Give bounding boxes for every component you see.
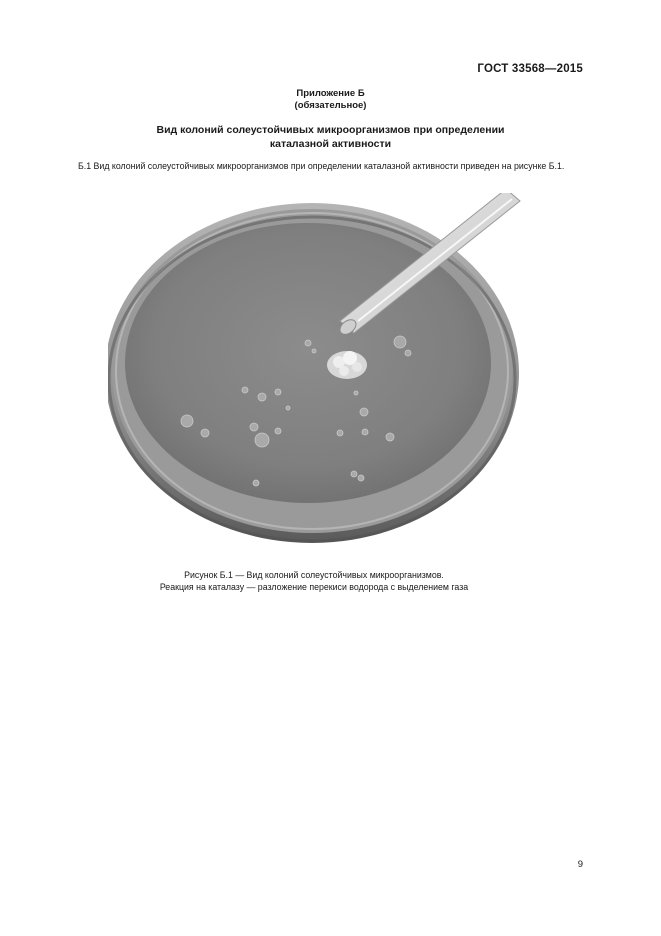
foam-colony — [327, 351, 367, 379]
colony — [358, 475, 364, 481]
petri-dish-illustration — [108, 193, 524, 561]
page-number: 9 — [577, 859, 583, 870]
colony — [275, 428, 281, 434]
colony — [305, 340, 311, 346]
annex-title — [0, 124, 661, 151]
colony — [275, 389, 281, 395]
colony — [312, 349, 316, 353]
annex-status: (обязательное) — [294, 100, 367, 111]
colony — [386, 433, 394, 441]
foam-bubble — [339, 366, 349, 376]
annex-title-line1: Вид колоний солеустойчивых микроорганизмов при определении — [156, 124, 505, 136]
figure-caption-line1: Рисунок Б.1 — Вид колоний солеустойчивых микроорганизмов. — [184, 570, 444, 580]
body-paragraph: Б.1 Вид колоний солеустойчивых микроорганизмов при определении каталазной активности приведен на рисунке Б.1. — [78, 161, 565, 171]
petri-dish-photo — [108, 193, 524, 561]
colony — [354, 391, 358, 395]
annex-label: Приложение Б — [296, 88, 365, 99]
figure-caption-line2: Реакция на каталазу — разложение перекиси водорода с выделением газа — [159, 581, 469, 592]
colony — [360, 408, 368, 416]
colony — [362, 429, 368, 435]
colony — [201, 429, 209, 437]
colony — [181, 415, 193, 427]
colony — [258, 393, 266, 401]
colony — [250, 423, 258, 431]
foam-bubble — [352, 362, 362, 372]
colony — [405, 350, 411, 356]
colony — [351, 471, 357, 477]
colony — [337, 430, 343, 436]
colony — [255, 433, 269, 447]
figure-caption — [0, 570, 628, 593]
annex-title-line2: каталазной активности — [269, 137, 392, 150]
annex-heading — [0, 88, 661, 112]
colony — [394, 336, 406, 348]
colony — [242, 387, 248, 393]
standard-code: ГОСТ 33568—2015 — [477, 63, 583, 75]
colony — [253, 480, 259, 486]
colony — [286, 406, 290, 410]
